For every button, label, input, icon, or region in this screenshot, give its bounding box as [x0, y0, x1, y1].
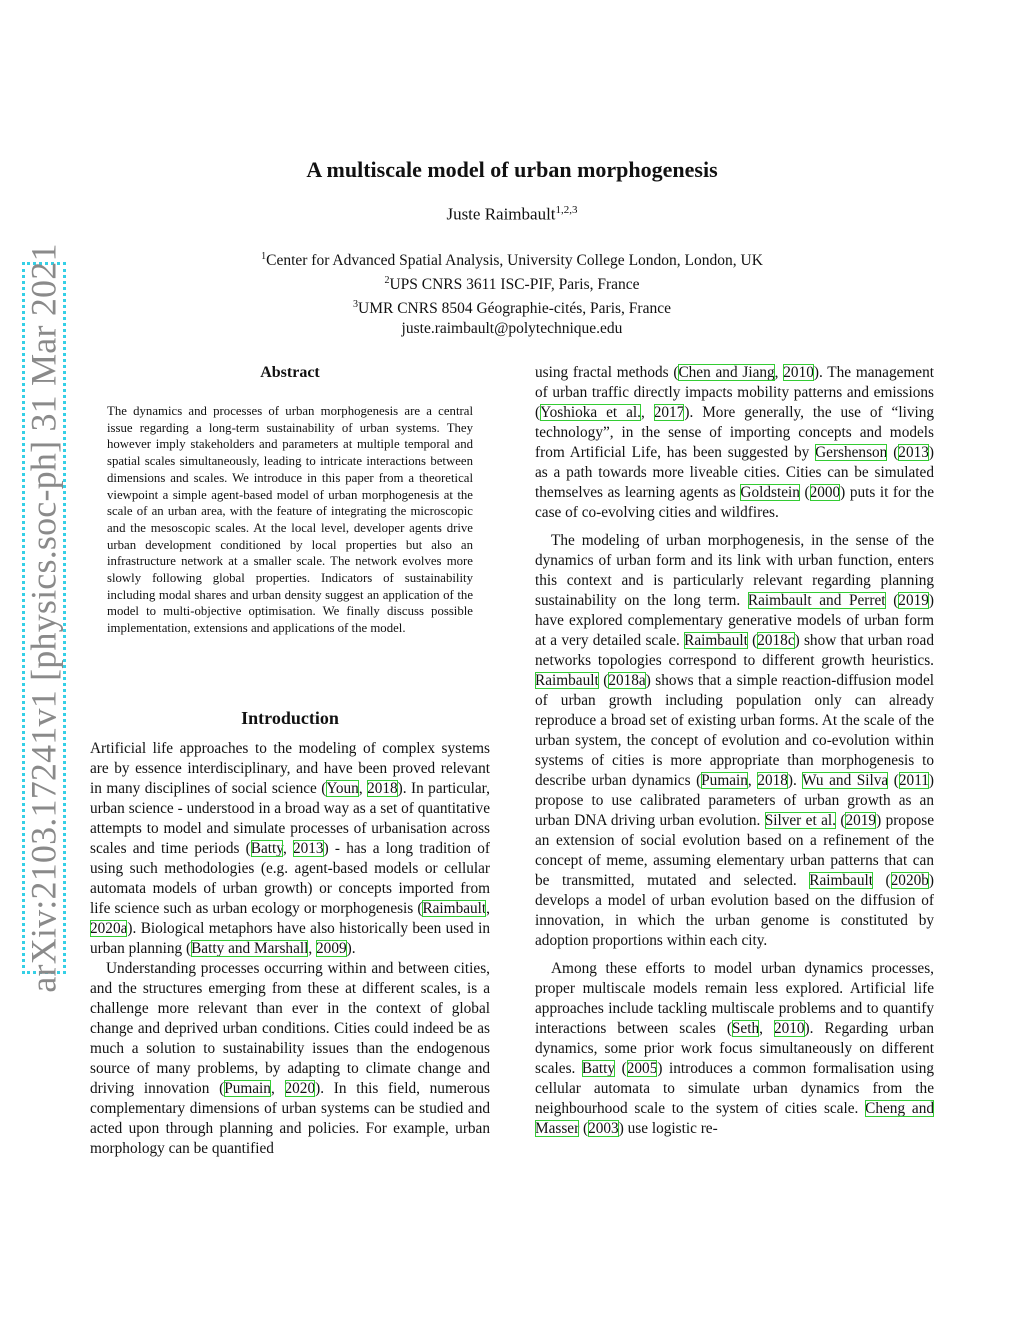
- citation-link[interactable]: Raimbault and Perret: [747, 592, 886, 609]
- citation-link[interactable]: Gershenson: [815, 444, 888, 461]
- citation-link[interactable]: Silver et al.: [764, 812, 836, 829]
- citation-link[interactable]: 2020a: [90, 920, 128, 937]
- citation-link[interactable]: 2017: [653, 404, 685, 421]
- citation-link[interactable]: 2013: [292, 840, 324, 857]
- citation-link[interactable]: 2010: [773, 1020, 805, 1037]
- left-column: [90, 739, 490, 1159]
- abstract-text: The dynamics and processes of urban morphogenesis are a central issue regarding a long-term sustainability of urban systems. They however imply stakeholders and parameters at multiple temporal and spatial scales simultaneously, leading to intricate interactions between dimensions and scales. We introduce in this paper from a theoretical viewpoint a simple agent-based model of urban morphogenesis at the scale of an urban area, with the feature of integrating the microscopic and the mesoscopic scales. At the local level, developer agents drive urban development conditioned by local properties but also an infrastructure network at a smaller scale. The network evolves more slowly following global properties. Indicators of sustainability including modal shares and urban density suggest an application of the model to multi-objective optimisation. We finally discuss possible implementation, extensions and applications of the model.: [107, 404, 473, 636]
- citation-link[interactable]: 2010: [783, 364, 814, 381]
- right-column: [535, 363, 934, 1139]
- citation-link[interactable]: 2005: [626, 1060, 658, 1077]
- citation-link[interactable]: Raimbault: [809, 872, 873, 889]
- citation-link[interactable]: 2020b: [890, 872, 929, 889]
- citation-link[interactable]: 2019: [898, 592, 929, 609]
- citation-link[interactable]: Yoshioka et al.: [540, 404, 641, 421]
- citation-link[interactable]: Seth: [731, 1020, 760, 1037]
- citation-link[interactable]: Batty: [581, 1060, 616, 1077]
- citation-link[interactable]: 2018: [367, 780, 398, 797]
- intro-paragraph-5: Among these efforts to model urban dynamics processes, proper multiscale models remain less explored. Artificial life approaches include tackling multiscale problems and to quantify interactions between scales (Seth, 2010). Regarding urban dynamics, some prior work focus simultaneously on different scales. Batty (2005) introduces a common formalisation using cellular automata to simulate urban dynamics from the neighbourhood scale to the system of cities scale. Cheng and Masser (2003) use logistic re-: [535, 960, 935, 1137]
- author-email[interactable]: juste.raimbault@polytechnique.edu: [401, 320, 623, 338]
- citation-link[interactable]: Raimbault: [535, 672, 599, 689]
- citation-link[interactable]: 2000: [809, 484, 841, 501]
- citation-link[interactable]: 2018: [757, 772, 788, 789]
- citation-link[interactable]: 2019: [845, 812, 877, 829]
- citation-link[interactable]: Pumain: [701, 772, 748, 789]
- paper-title: A multiscale model of urban morphogenesis: [306, 157, 718, 182]
- citation-link[interactable]: Pumain: [224, 1080, 271, 1097]
- citation-link[interactable]: 2003: [588, 1120, 619, 1137]
- citation-link[interactable]: 2018c: [757, 632, 795, 649]
- citation-link[interactable]: Goldstein: [740, 484, 800, 501]
- affiliation-2: $^2$UPS CNRS 3611 ISC-PIF, Paris, France: [384, 275, 640, 294]
- citation-link[interactable]: 2011: [898, 772, 929, 789]
- intro-paragraph-1: Artificial life approaches to the modeling of complex systems are by essence interdisciplinary, and have been proved relevant in many disciplines of social science (Youn, 2018). In particular, urban science - understood in a broad way as a set of quantitative attempts to model and simulate processes of urbanisation across scales and time periods (Batty, 2013) - has a long tradition of using such methodologies (e.g. agent-based models or cellular automata models of urban growth) or concepts imported from life science such as urban ecology or morphogenesis (Raimbault, 2020a). Biological metaphors have also historically been used in urban planning (Batty and Marshall, 2009).: [90, 740, 490, 957]
- citation-link[interactable]: Wu and Silva: [802, 772, 889, 789]
- abstract-heading: Abstract: [260, 364, 320, 381]
- affiliations: [0, 247, 1024, 339]
- affiliation-3: $^3$UMR CNRS 8504 Géographie-cités, Paris, France: [353, 299, 671, 318]
- citation-link[interactable]: Youn: [326, 780, 359, 797]
- intro-paragraph-3: using fractal methods (Chen and Jiang, 2010). The management of urban traffic directly impacts mobility patterns and emissions (Yoshioka et al., 2017). More generally, the use of “living technology”, in the sense of importing concepts and models from Artificial Life, has been suggested by Gershenson (2013) as a path towards more liveable cities. Cities can be simulated themselves as learning agents as Goldstein (2000) puts it for the case of co-evolving cities and wildfires.: [535, 364, 935, 521]
- intro-paragraph-2: Understanding processes occurring within and between cities, and the structures emerging from these at different scales, is a challenge more relevant than ever in the context of global change and deprived urban conditions. Cities could indeed be as much a solution to sustainability issues than the endogenous source of many problems, by adapting to climate change and driving innovation (Pumain, 2020). In this field, numerous complementary dimensions of urban systems can be studied and acted upon through planning and policies. For example, urban morphology can be quantified: [90, 960, 490, 1157]
- citation-link[interactable]: Raimbault: [684, 632, 748, 649]
- citation-link[interactable]: Chen and Jiang: [678, 364, 775, 381]
- author-name: Juste Raimbault: [446, 204, 556, 224]
- author-affil-marks: 1,2,3: [555, 204, 578, 216]
- citation-link[interactable]: 2018a: [608, 672, 646, 689]
- affiliation-1: $^1$Center for Advanced Spatial Analysis, University College London, London, UK: [261, 251, 763, 270]
- intro-paragraph-4: The modeling of urban morphogenesis, in the sense of the dynamics of urban form and its link with urban function, enters this context and is particularly relevant regarding planning sustainability on the long term. Raimbault and Perret (2019) have explored complementary generative models of urban form at a very detailed scale. Raimbault (2018c) show that urban road networks topologies correspond to different growth heuristics. Raimbault (2018a) shows that a simple reaction-diffusion model of urban growth including population only can already reproduce a broad set of existing urban forms. At the scale of the urban system, the concept of evolution and co-evolution within systems of cities is more appropriate than morphogenesis to describe urban dynamics (Pumain, 2018). Wu and Silva (2011) propose to use calibrated parameters of urban growth as an urban DNA driving urban evolution. Silver et al. (2019) propose an extension of social evolution based on a refinement of the concept of meme, assuming elementary urban patterns that can be transmitted, mutated and selected. Raimbault (2020b) develops a model of urban evolution based on the diffusion of innovation, in which the urban genome is constituted by adoption proportions within each city.: [535, 532, 935, 949]
- citation-link[interactable]: 2020: [284, 1080, 316, 1097]
- citation-link[interactable]: Cheng and Masser: [535, 1100, 934, 1137]
- citation-link[interactable]: 2013: [898, 444, 929, 461]
- citation-link[interactable]: Batty: [250, 840, 283, 857]
- citation-link[interactable]: Batty and Marshall: [191, 940, 309, 957]
- author-line: [0, 204, 1024, 225]
- citation-link[interactable]: Raimbault: [422, 900, 487, 917]
- citation-link[interactable]: 2009: [316, 940, 347, 957]
- arxiv-stamp-text: arXiv:2103.17241v1 [physics.soc-ph] 31 Mar 2021: [24, 243, 64, 993]
- introduction-heading: Introduction: [241, 708, 339, 728]
- arxiv-stamp: [22, 243, 66, 993]
